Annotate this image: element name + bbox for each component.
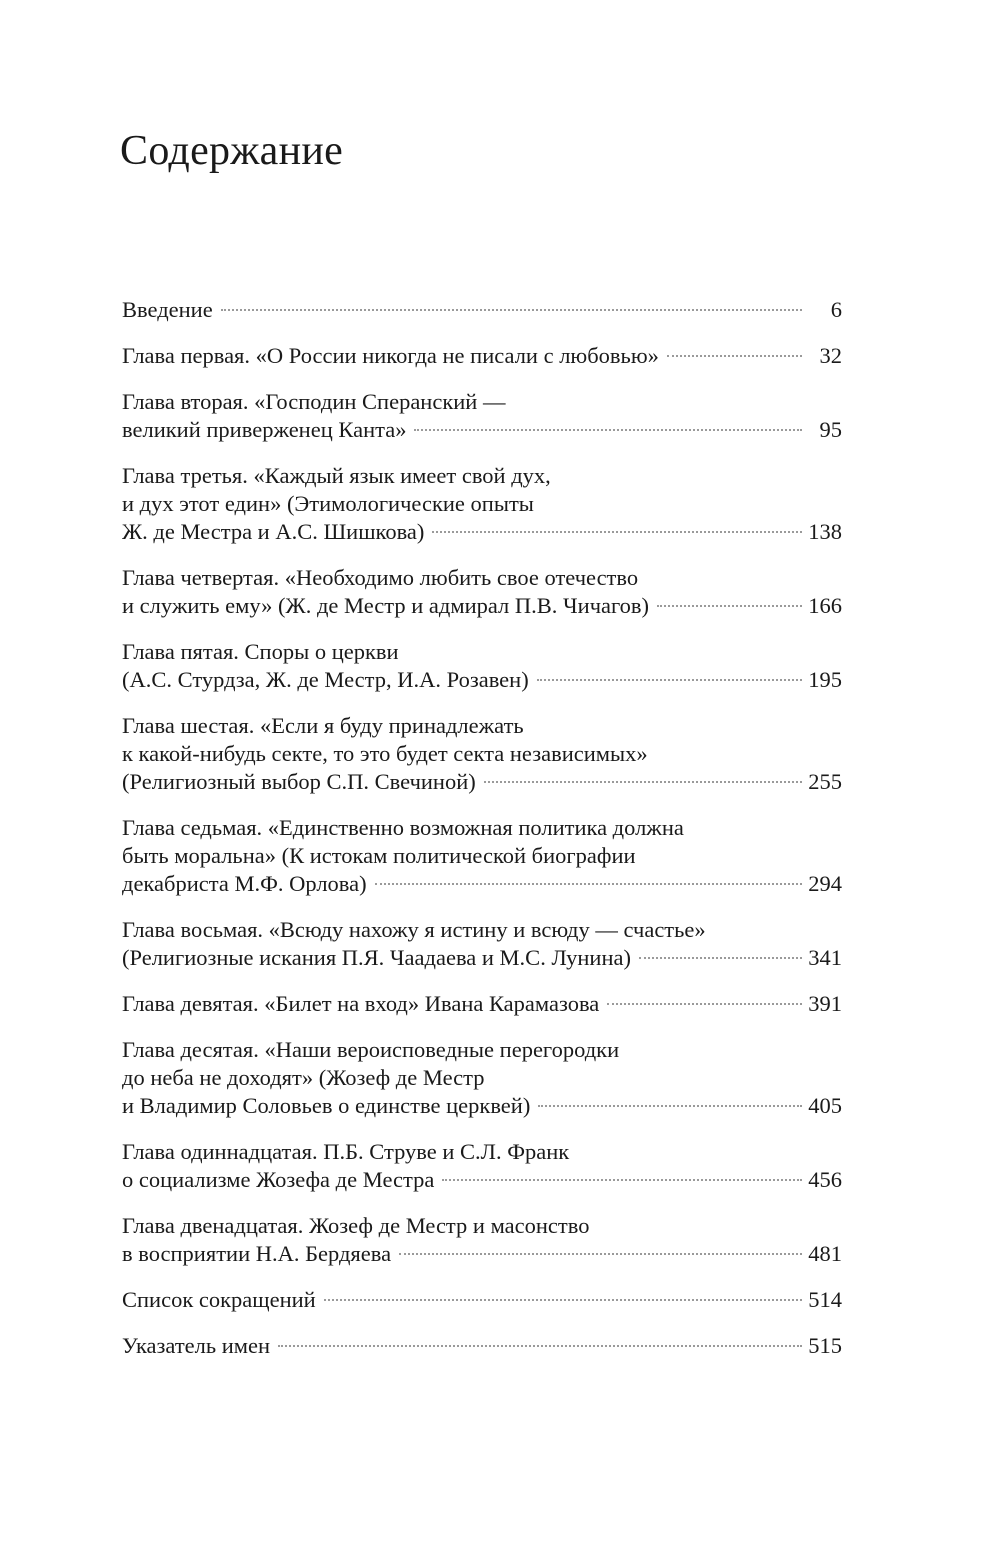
toc-entry-title-line: Глава вторая. «Господин Сперанский —: [122, 389, 506, 414]
toc-entry-title-line: в восприятии Н.А. Бердяева: [122, 1241, 392, 1266]
toc-page-number[interactable]: 255: [808, 769, 842, 794]
toc-entry-title-line: Глава восьмая. «Всюду нахожу я истину и всюду — счастье»: [122, 917, 706, 942]
toc-entry-last-line: [122, 1332, 842, 1360]
toc-entry-title-line: Глава девятая. «Билет на вход» Ивана Карамазова: [122, 991, 600, 1016]
toc-page-number[interactable]: 514: [808, 1287, 842, 1312]
toc-entry[interactable]: [122, 564, 842, 620]
toc-page-number[interactable]: 6: [830, 297, 842, 322]
dot-leader: [278, 1345, 802, 1347]
toc-entry-title-line: Глава третья. «Каждый язык имеет свой дух,: [122, 463, 551, 488]
toc-entry-title-line: великий приверженец Канта»: [122, 417, 407, 442]
dot-leader: [442, 1179, 802, 1181]
dot-leader: [667, 355, 802, 357]
toc-page-number[interactable]: 515: [808, 1333, 842, 1358]
toc-entry-title-line: Глава десятая. «Наши вероисповедные перегородки: [122, 1037, 620, 1062]
dot-leader: [432, 531, 802, 533]
toc-entry-title-line: Глава первая. «О России никогда не писали с любовью»: [122, 343, 659, 368]
toc-entry-title-line: Глава пятая. Споры о церкви: [122, 639, 399, 664]
toc-entry[interactable]: [122, 990, 842, 1018]
toc-entry-title-line: декабриста М.Ф. Орлова): [122, 871, 367, 896]
dot-leader: [639, 957, 802, 959]
toc-entry-title-line: (Религиозные искания П.Я. Чаадаева и М.С. Лунина): [122, 945, 631, 970]
toc-entry[interactable]: [122, 712, 842, 796]
toc-entry-title-line: Введение: [122, 297, 213, 322]
toc-entry[interactable]: [122, 1036, 842, 1120]
dot-leader: [221, 309, 802, 311]
toc-entry-title-line: (Религиозный выбор С.П. Свечиной): [122, 769, 476, 794]
toc-entry-title-line: Глава четвертая. «Необходимо любить свое отечество: [122, 565, 639, 590]
dot-leader: [414, 429, 802, 431]
dot-leader: [537, 679, 802, 681]
toc-page-number[interactable]: 391: [808, 991, 842, 1016]
dot-leader: [538, 1105, 802, 1107]
toc-entry[interactable]: [122, 1286, 842, 1314]
toc-entry[interactable]: [122, 462, 842, 546]
toc-entry-title-line: и Владимир Соловьев о единстве церквей): [122, 1093, 531, 1118]
toc-entry-last-line: [122, 990, 842, 1018]
toc-entry-title-line: и служить ему» (Ж. де Местр и адмирал П.В. Чичагов): [122, 593, 650, 618]
toc-entry-title-line: Список сокращений: [122, 1287, 316, 1312]
toc-entry-title-line: Глава шестая. «Если я буду принадлежать: [122, 713, 524, 738]
toc-page-number[interactable]: 95: [819, 417, 842, 442]
toc-entry-title-line: о социализме Жозефа де Местра: [122, 1167, 435, 1192]
toc-page-number[interactable]: 195: [808, 667, 842, 692]
toc-page-number[interactable]: 341: [808, 945, 842, 970]
toc-entry-last-line: [122, 870, 842, 898]
toc-entry-last-line: [122, 416, 842, 444]
dot-leader: [399, 1253, 802, 1255]
toc-entry-last-line: [122, 518, 842, 546]
toc-entry[interactable]: [122, 388, 842, 444]
toc-entry-last-line: [122, 342, 842, 370]
toc-entry[interactable]: [122, 916, 842, 972]
dot-leader: [657, 605, 802, 607]
dot-leader: [375, 883, 802, 885]
toc-page-number[interactable]: 166: [808, 593, 842, 618]
toc-entry-last-line: [122, 1240, 842, 1268]
toc-entry-last-line: [122, 296, 842, 324]
page-title: Содержание: [120, 128, 344, 174]
toc-entry-last-line: [122, 666, 842, 694]
toc-entry-title-line: Глава седьмая. «Единственно возможная политика должна: [122, 815, 684, 840]
toc-entry-last-line: [122, 1166, 842, 1194]
toc-entry-last-line: [122, 1092, 842, 1120]
toc-entry-title-line: Глава одиннадцатая. П.Б. Струве и С.Л. Франк: [122, 1139, 570, 1164]
dot-leader: [607, 1003, 802, 1005]
toc-entry[interactable]: [122, 1212, 842, 1268]
toc-entry-last-line: [122, 1286, 842, 1314]
toc-entry[interactable]: [122, 814, 842, 898]
toc-entry-title-line: Ж. де Местра и А.С. Шишкова): [122, 519, 425, 544]
toc-page-number[interactable]: 481: [808, 1241, 842, 1266]
toc-page-number[interactable]: 32: [819, 343, 842, 368]
toc-entry[interactable]: [122, 1332, 842, 1360]
toc-entry-last-line: [122, 592, 842, 620]
toc-page-number[interactable]: 294: [808, 871, 842, 896]
toc-entry-title-line: к какой-нибудь секте, то это будет секта независимых»: [122, 741, 648, 766]
toc-entry-last-line: [122, 768, 842, 796]
dot-leader: [484, 781, 802, 783]
toc-entry-last-line: [122, 944, 842, 972]
toc-entry[interactable]: [122, 638, 842, 694]
toc-entry-title-line: Указатель имен: [122, 1333, 271, 1358]
toc-entry-title-line: (А.С. Стурдза, Ж. де Местр, И.А. Розавен): [122, 667, 529, 692]
toc-entry[interactable]: [122, 1138, 842, 1194]
toc-entry-title-line: до неба не доходят» (Жозеф де Местр: [122, 1065, 485, 1090]
toc-entry-title-line: и дух этот един» (Этимологические опыты: [122, 491, 534, 516]
toc-entry-title-line: быть моральна» (К истокам политической биографии: [122, 843, 636, 868]
toc-entry[interactable]: [122, 296, 842, 324]
toc-page-number[interactable]: 405: [808, 1093, 842, 1118]
toc-entry[interactable]: [122, 342, 842, 370]
toc-entry-title-line: Глава двенадцатая. Жозеф де Местр и масонство: [122, 1213, 590, 1238]
table-of-contents: [122, 296, 842, 1378]
toc-page-number[interactable]: 138: [808, 519, 842, 544]
toc-page-number[interactable]: 456: [808, 1167, 842, 1192]
dot-leader: [324, 1299, 802, 1301]
